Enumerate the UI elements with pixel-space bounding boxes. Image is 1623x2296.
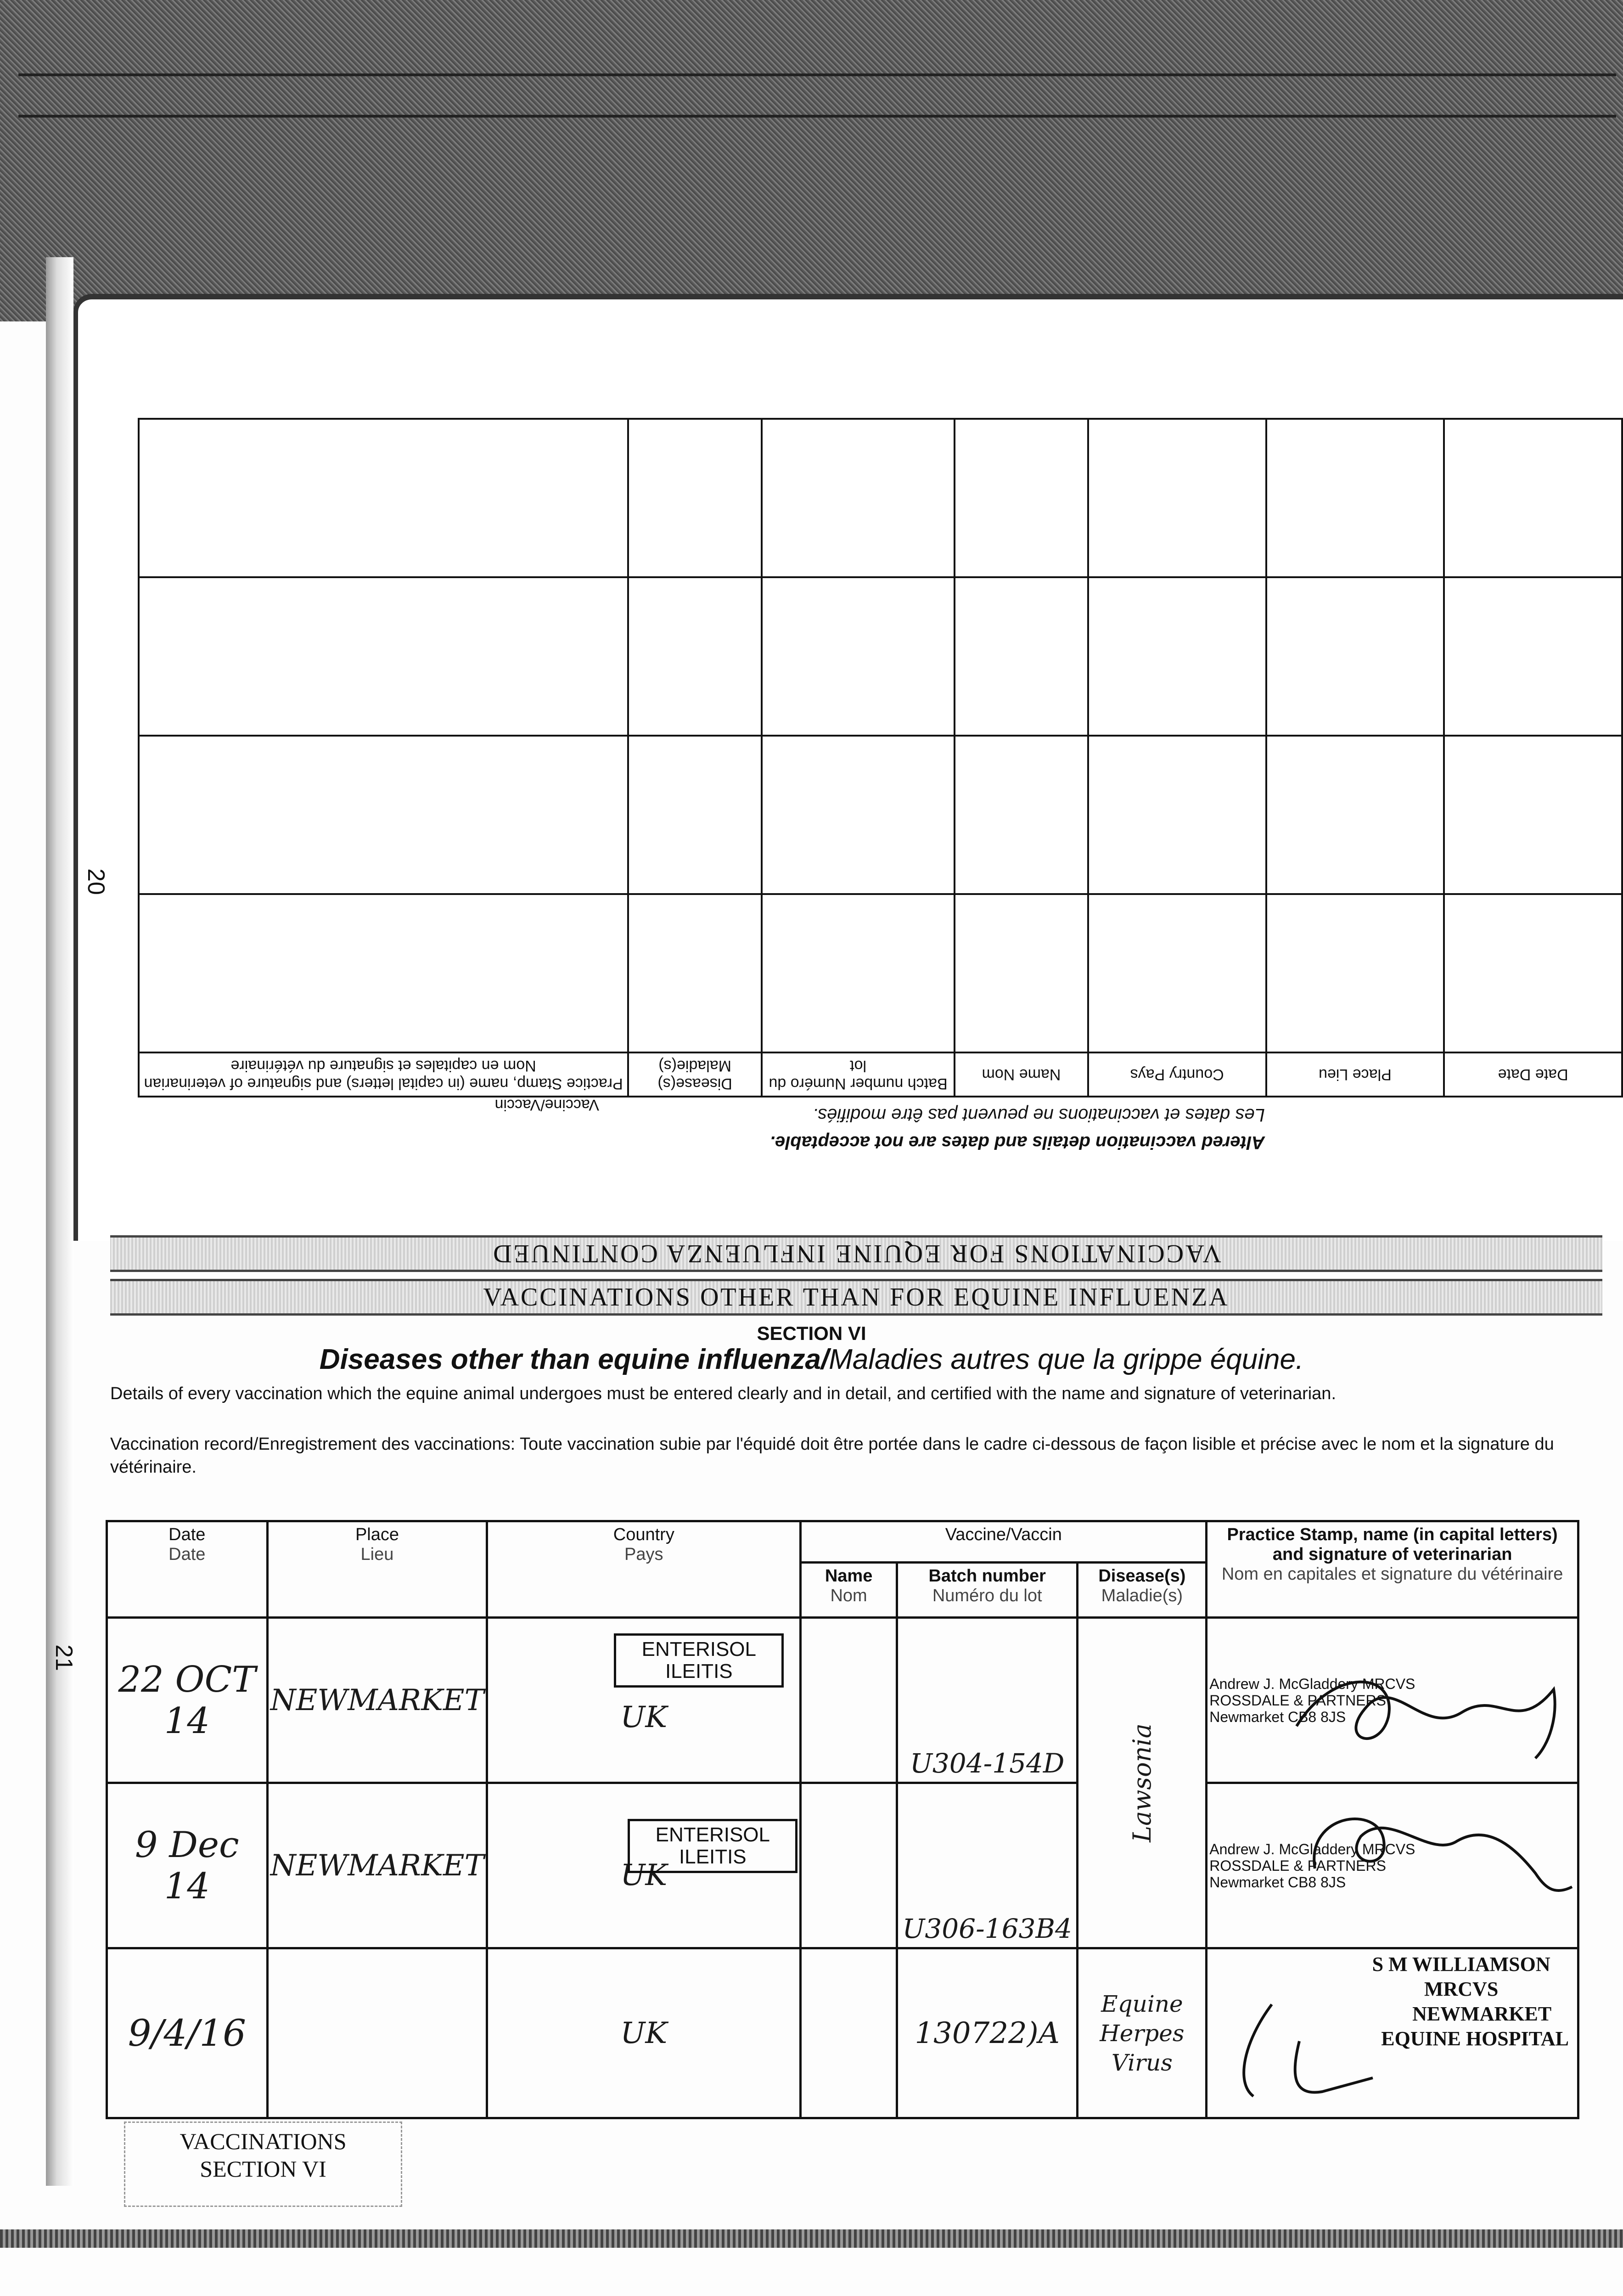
altered-note-en: Altered vaccination details and dates are not acceptable. [769, 1132, 1265, 1153]
row3-disease: Equine Herpes Virus [1100, 1990, 1185, 2076]
row2-practice-line2: ROSSDALE & PARTNERS [1209, 1857, 1386, 1874]
section-title-en: Diseases other than equine influenza/ [319, 1344, 829, 1375]
header-batch [897, 1563, 1078, 1618]
header-country-fr: Pays [624, 1545, 663, 1564]
row1-name-stamp: ENTERISOL ILEITIS [614, 1633, 784, 1688]
table-row [107, 1948, 1578, 2118]
upper-table [138, 418, 1623, 1097]
row2-name-stamp: ENTERISOL ILEITIS [628, 1819, 797, 1873]
row1-practice-stamp [1209, 1676, 1575, 1725]
header-name-en: Name [825, 1566, 873, 1586]
upper-header-batch: Batch number Numéro du lot [762, 1052, 955, 1097]
page-number-top: 20 [82, 868, 109, 895]
upper-header-date: Date Date [1444, 1052, 1622, 1097]
section-title [0, 1343, 1623, 1376]
header-practice [1207, 1521, 1578, 1618]
header-date-fr: Date [168, 1545, 206, 1564]
header-place-fr: Lieu [360, 1545, 394, 1564]
upper-practice-en: Practice Stamp, name (in capital letters) and signature of veterinarian [144, 1075, 623, 1092]
row1-disease: Lawsonia [1127, 1723, 1157, 1842]
row2-practice-line3: Newmarket CB8 8JS [1209, 1874, 1346, 1891]
scan-line [18, 115, 1616, 118]
instructions-en: Details of every vaccination which the equine animal undergoes must be entered clearly and in detail, and certified with the name and signature of veterinarian. [110, 1384, 1337, 1403]
row1-place: NEWMARKET [270, 1683, 484, 1717]
scan-background [0, 0, 1623, 321]
header-date [107, 1521, 268, 1618]
row3-practice-line2: NEWMARKET [1412, 2003, 1552, 2025]
table-row [107, 1783, 1578, 1948]
header-practice-fr: Nom en capitales et signature du vétérinaire [1221, 1564, 1563, 1584]
header-place [267, 1521, 487, 1618]
row3-practice-line1: S M WILLIAMSON MRCVS [1372, 1953, 1550, 2000]
row2-country: UK [620, 1858, 668, 1892]
row1-date: 22 OCT 14 [118, 1659, 256, 1742]
header-place-en: Place [355, 1525, 399, 1544]
table-row [107, 1618, 1578, 1783]
header-country-en: Country [613, 1525, 674, 1544]
header-date-en: Date [168, 1525, 206, 1544]
row2-batch: U306-163B4 [902, 1913, 1072, 1944]
row3-batch: 130722)A [915, 2016, 1060, 2050]
row2-date: 9 Dec 14 [135, 1824, 239, 1907]
scan-line [18, 73, 1616, 76]
section-title-fr: Maladies autres que la grippe équine. [829, 1344, 1304, 1375]
header-practice-en: Practice Stamp, name (in capital letters) and signature of veterinarian [1227, 1525, 1558, 1564]
upper-header-country: Country Pays [1088, 1052, 1266, 1097]
section-banner: VACCINATIONS OTHER THAN FOR EQUINE INFLUENZA [110, 1279, 1602, 1316]
signature-scribble [1278, 1662, 1600, 1763]
row3-country: UK [620, 2016, 668, 2050]
upper-header-disease: Disease(s) Maladie(s) [628, 1052, 762, 1097]
row2-place: NEWMARKET [270, 1848, 484, 1883]
row1-batch: U304-154D [910, 1748, 1065, 1779]
page-number-bottom: 21 [50, 1644, 77, 1671]
header-country [487, 1521, 801, 1618]
header-disease-en: Disease(s) [1098, 1566, 1186, 1586]
row1-country: UK [620, 1700, 668, 1734]
header-batch-en: Batch number [928, 1566, 1046, 1586]
vaccination-table [106, 1520, 1579, 2119]
upper-header-vaccine: Vaccine/Vaccin [494, 1096, 599, 1114]
header-disease [1078, 1563, 1207, 1618]
signature-scribble [1278, 1795, 1600, 1905]
altered-note-fr: Les dates et vaccinations ne peuvent pas être modifiés. [812, 1105, 1265, 1125]
row1-practice-line1: Andrew J. McGladdery MRCVS [1209, 1675, 1415, 1692]
footer-section-label [124, 2122, 402, 2207]
header-vaccine: Vaccine/Vaccin [801, 1521, 1207, 1563]
row1-practice-line2: ROSSDALE & PARTNERS [1209, 1692, 1386, 1709]
footer-line2: SECTION VI [200, 2156, 326, 2182]
upper-header-practice [139, 1052, 628, 1097]
upper-header-place: Place Lieu [1266, 1052, 1444, 1097]
header-disease-fr: Maladie(s) [1101, 1586, 1183, 1605]
header-name-fr: Nom [830, 1586, 867, 1605]
upper-banner: VACCINATIONS FOR EQUINE INFLUENZA CONTINUED [110, 1235, 1602, 1272]
signature-scribble [1217, 1986, 1382, 2105]
header-batch-fr: Numéro du lot [932, 1586, 1042, 1605]
instructions-fr: Vaccination record/Enregistrement des vaccinations: Toute vaccination subie par l'équidé doit être portée dans le cadre ci-dessous de façon lisible et précise avec le nom et la signature du vétérinaire. [110, 1435, 1554, 1477]
row2-practice-line1: Andrew J. McGladdery MRCVS [1209, 1840, 1415, 1857]
page-edge [46, 257, 73, 2186]
scan-bottom-strip [0, 2229, 1623, 2248]
footer-line1: VACCINATIONS [180, 2128, 347, 2154]
section-label: SECTION VI [757, 1322, 866, 1344]
row2-practice-stamp [1209, 1841, 1575, 1891]
row3-practice-line3: EQUINE HOSPITAL [1381, 2027, 1569, 2050]
upper-page-content [138, 381, 1623, 1162]
upper-practice-fr: Nom en capitales et signature du vétérinaire [230, 1057, 536, 1075]
upper-header-name: Name Nom [955, 1052, 1088, 1097]
row1-practice-line3: Newmarket CB8 8JS [1209, 1708, 1346, 1725]
row3-date: 9/4/16 [128, 2012, 247, 2054]
header-name [801, 1563, 897, 1618]
